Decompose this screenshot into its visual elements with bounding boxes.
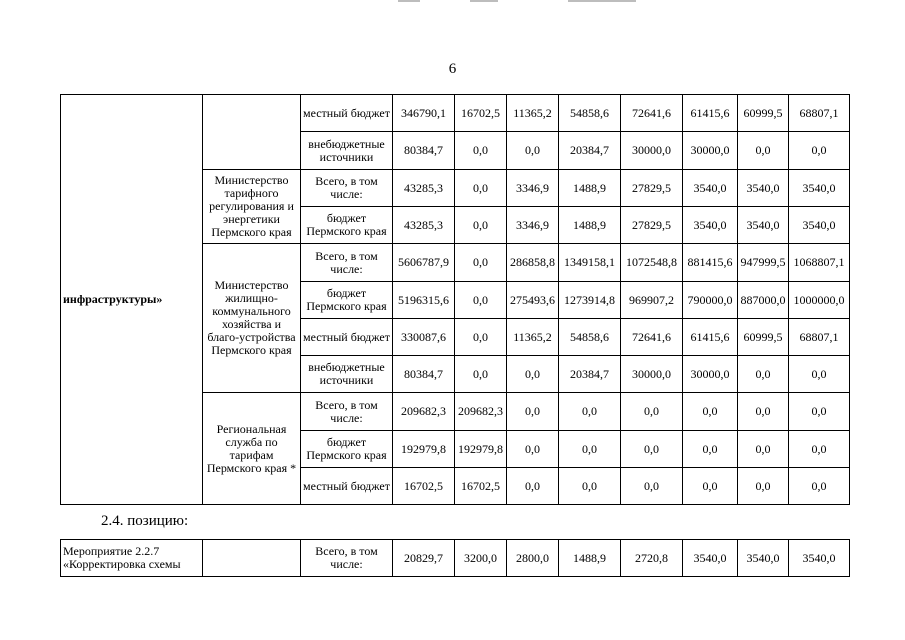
value-cell: 209682,3	[393, 393, 455, 431]
value-cell: 0,0	[455, 244, 507, 282]
value-cell: 27829,5	[621, 170, 683, 207]
value-cell: 80384,7	[393, 356, 455, 393]
table-row	[61, 540, 850, 577]
value-cell: 0,0	[683, 468, 738, 505]
value-cell: 0,0	[559, 468, 621, 505]
source-cell: бюджет Пермского края	[301, 207, 393, 244]
source-cell: местный бюджет	[301, 468, 393, 505]
value-cell: 16702,5	[393, 468, 455, 505]
value-cell: 286858,8	[507, 244, 559, 282]
measure-name-cell: инфраструктуры»	[61, 95, 203, 505]
value-cell: 0,0	[507, 393, 559, 431]
value-cell: 790000,0	[683, 282, 738, 319]
value-cell: 0,0	[507, 468, 559, 505]
section-heading: 2.4. позицию:	[101, 513, 189, 529]
value-cell: 1273914,8	[559, 282, 621, 319]
value-cell: 346790,1	[393, 95, 455, 132]
value-cell: 192979,8	[393, 431, 455, 468]
value-cell: 1068807,1	[789, 244, 850, 282]
value-cell: 881415,6	[683, 244, 738, 282]
value-cell: 0,0	[455, 132, 507, 170]
org-cell: Министерство тарифного регулирования и энергетики Пермского края	[203, 170, 301, 244]
value-cell: 1000000,0	[789, 282, 850, 319]
value-cell: 0,0	[683, 431, 738, 468]
value-cell: 3540,0	[789, 170, 850, 207]
value-cell: 1488,9	[559, 170, 621, 207]
value-cell: 3540,0	[738, 170, 789, 207]
org-cell	[203, 95, 301, 170]
value-cell: 0,0	[683, 393, 738, 431]
value-cell: 0,0	[789, 356, 850, 393]
value-cell: 3540,0	[738, 207, 789, 244]
value-cell: 61415,6	[683, 95, 738, 132]
value-cell: 0,0	[738, 132, 789, 170]
value-cell: 1488,9	[559, 540, 621, 577]
value-cell: 0,0	[559, 431, 621, 468]
value-cell: 54858,6	[559, 95, 621, 132]
value-cell: 72641,6	[621, 319, 683, 356]
value-cell: 1072548,8	[621, 244, 683, 282]
source-cell: местный бюджет	[301, 319, 393, 356]
source-cell: Всего, в том числе:	[301, 170, 393, 207]
value-cell: 1349158,1	[559, 244, 621, 282]
source-cell: местный бюджет	[301, 95, 393, 132]
value-cell: 72641,6	[621, 95, 683, 132]
scan-artifact	[398, 0, 420, 2]
source-cell: бюджет Пермского края	[301, 431, 393, 468]
value-cell: 20829,7	[393, 540, 455, 577]
value-cell: 0,0	[455, 282, 507, 319]
value-cell: 3540,0	[683, 170, 738, 207]
value-cell: 0,0	[621, 468, 683, 505]
value-cell: 0,0	[789, 132, 850, 170]
value-cell: 887000,0	[738, 282, 789, 319]
value-cell: 80384,7	[393, 132, 455, 170]
value-cell: 20384,7	[559, 356, 621, 393]
value-cell: 0,0	[738, 393, 789, 431]
source-cell: Всего, в том числе:	[301, 393, 393, 431]
value-cell: 0,0	[621, 393, 683, 431]
value-cell: 43285,3	[393, 207, 455, 244]
value-cell: 0,0	[455, 207, 507, 244]
value-cell: 0,0	[507, 431, 559, 468]
scan-artifact	[568, 0, 636, 2]
value-cell: 2720,8	[621, 540, 683, 577]
value-cell: 0,0	[507, 356, 559, 393]
value-cell: 30000,0	[621, 356, 683, 393]
value-cell: 969907,2	[621, 282, 683, 319]
source-cell: внебюджетные источники	[301, 132, 393, 170]
value-cell: 0,0	[455, 170, 507, 207]
value-cell: 330087,6	[393, 319, 455, 356]
funding-table	[60, 94, 850, 505]
value-cell: 20384,7	[559, 132, 621, 170]
value-cell: 5196315,6	[393, 282, 455, 319]
value-cell: 3540,0	[683, 540, 738, 577]
source-cell: внебюджетные источники	[301, 356, 393, 393]
value-cell: 60999,5	[738, 95, 789, 132]
value-cell: 0,0	[455, 319, 507, 356]
value-cell: 209682,3	[455, 393, 507, 431]
value-cell: 0,0	[789, 393, 850, 431]
page-number: 6	[448, 61, 457, 77]
org-cell	[203, 540, 301, 577]
value-cell: 30000,0	[621, 132, 683, 170]
value-cell: 16702,5	[455, 468, 507, 505]
value-cell: 3540,0	[683, 207, 738, 244]
value-cell: 30000,0	[683, 132, 738, 170]
org-cell: Региональная служба по тарифам Пермского края *	[203, 393, 301, 505]
value-cell: 3200,0	[455, 540, 507, 577]
value-cell: 68807,1	[789, 95, 850, 132]
value-cell: 0,0	[738, 431, 789, 468]
value-cell: 0,0	[559, 393, 621, 431]
source-cell: Всего, в том числе:	[301, 540, 393, 577]
value-cell: 275493,6	[507, 282, 559, 319]
value-cell: 947999,5	[738, 244, 789, 282]
value-cell: 1488,9	[559, 207, 621, 244]
value-cell: 54858,6	[559, 319, 621, 356]
source-cell: бюджет Пермского края	[301, 282, 393, 319]
value-cell: 0,0	[507, 132, 559, 170]
value-cell: 43285,3	[393, 170, 455, 207]
value-cell: 0,0	[789, 431, 850, 468]
value-cell: 0,0	[455, 356, 507, 393]
value-cell: 0,0	[738, 356, 789, 393]
value-cell: 11365,2	[507, 95, 559, 132]
value-cell: 30000,0	[683, 356, 738, 393]
scan-artifact	[470, 0, 498, 2]
table-row	[61, 95, 850, 132]
position-table	[60, 539, 850, 577]
value-cell: 0,0	[621, 431, 683, 468]
value-cell: 16702,5	[455, 95, 507, 132]
value-cell: 68807,1	[789, 319, 850, 356]
value-cell: 60999,5	[738, 319, 789, 356]
value-cell: 3540,0	[789, 207, 850, 244]
value-cell: 3346,9	[507, 170, 559, 207]
value-cell: 5606787,9	[393, 244, 455, 282]
org-cell: Министерство жилищно-коммунального хозяйства и благо-устройства Пермского края	[203, 244, 301, 393]
source-cell: Всего, в том числе:	[301, 244, 393, 282]
value-cell: 3346,9	[507, 207, 559, 244]
value-cell: 3540,0	[738, 540, 789, 577]
value-cell: 192979,8	[455, 431, 507, 468]
value-cell: 3540,0	[789, 540, 850, 577]
value-cell: 0,0	[738, 468, 789, 505]
value-cell: 2800,0	[507, 540, 559, 577]
value-cell: 0,0	[789, 468, 850, 505]
measure-name-cell: Мероприятие 2.2.7 «Корректировка схемы	[61, 540, 203, 577]
value-cell: 27829,5	[621, 207, 683, 244]
value-cell: 61415,6	[683, 319, 738, 356]
value-cell: 11365,2	[507, 319, 559, 356]
